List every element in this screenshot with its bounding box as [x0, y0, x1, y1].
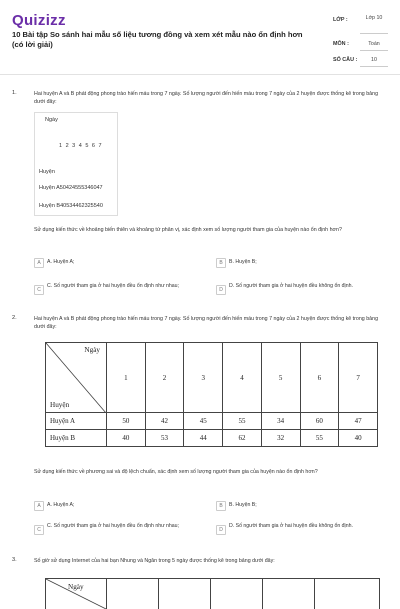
day-header: 4: [223, 343, 262, 413]
subject-value: Toán: [368, 41, 380, 47]
column-divider: [158, 579, 159, 609]
table-cell: 53: [145, 430, 184, 447]
worksheet-header: [0, 0, 400, 75]
table-row: [46, 430, 378, 447]
day-header: 6: [300, 343, 339, 413]
table-cell: 32: [261, 430, 300, 447]
option-text: A. Huyện A;: [47, 259, 75, 265]
day-header: 5: [261, 343, 300, 413]
question-prompt: Sử dụng kiến thức về phương sai và độ lệch chuẩn, xác định xem số lượng người tham gia của huyện nào ổn định hơn?: [34, 469, 318, 475]
question-2-data-table: [45, 342, 378, 447]
row-label: Huyện B: [46, 430, 107, 447]
option-letter-box: C: [34, 525, 44, 535]
day-header: 3: [184, 343, 223, 413]
quizizz-logo: Quizizz: [12, 12, 66, 29]
worksheet-title: 10 Bài tập So sánh hai mẫu số liệu tương đồng và xem xét mẫu nào ổn định hơn (có lời giải): [12, 30, 303, 49]
option-text: C. Số người tham gia ở hai huyện đều ổn định như nhau;: [47, 523, 179, 529]
table-cell: 34: [261, 413, 300, 430]
table-line: 1 2 3 4 5 6 7: [59, 143, 103, 149]
class-label: LỚP :: [333, 17, 348, 23]
option-text: B. Huyện B;: [229, 259, 257, 265]
question-3-data-table: [45, 578, 380, 609]
option-text: C. Số người tham gia ở hai huyện đều ổn định như nhau;: [47, 283, 179, 289]
row-label: Huyện A: [46, 413, 107, 430]
column-divider: [210, 579, 211, 609]
divider: [360, 66, 388, 67]
option-text: B. Huyện B;: [229, 502, 257, 508]
table-line: Huyện A50424555346047: [39, 185, 103, 191]
divider: [360, 50, 388, 51]
option-letter-box: B: [216, 258, 226, 268]
column-divider: [262, 579, 263, 609]
question-text: Số giờ sử dụng Internet của hai bạn Nhung và Ngân trong 5 ngày được thống kê trong bảng dưới đây:: [34, 558, 275, 564]
day-header: 1: [107, 343, 146, 413]
table-corner-cell: [46, 343, 107, 413]
table-cell: 42: [145, 413, 184, 430]
option-letter-box: D: [216, 525, 226, 535]
day-header: 2: [145, 343, 184, 413]
table-cell: 55: [223, 413, 262, 430]
option-letter-box: C: [34, 285, 44, 295]
option-letter-box: D: [216, 285, 226, 295]
question-prompt: Sử dụng kiến thức về khoảng biến thiên và khoảng tứ phân vị, xác định xem số lượng người tham gia của huyện nào ổn định hơn?: [34, 227, 342, 233]
question-text: Hai huyện A và B phát động phong trào hiến máu trong 7 ngày. Số lượng người đến hiến máu trong 7 ngày của 2 huyện được thống kê trong bảng dưới đây:: [34, 91, 379, 105]
table-corner-cell: [46, 579, 107, 609]
table-line: Huyện: [39, 169, 55, 175]
table-line: Huyện B40534462325540: [39, 203, 103, 209]
table-line: Ngày: [45, 117, 58, 123]
table-cell: 47: [339, 413, 378, 430]
table-cell: 60: [300, 413, 339, 430]
question-number: 3.: [12, 557, 17, 563]
question-number: 2.: [12, 315, 17, 321]
option-letter-box: A: [34, 258, 44, 268]
divider: [360, 33, 388, 34]
option-letter-box: A: [34, 501, 44, 511]
corner-top-label: Ngày: [84, 346, 100, 354]
table-cell: 50: [107, 413, 146, 430]
subject-label: MÔN :: [333, 41, 349, 47]
count-label: SỐ CÂU :: [333, 57, 358, 63]
corner-top-label: Ngày: [68, 583, 84, 591]
day-header: 7: [339, 343, 378, 413]
question-text: Hai huyện A và B phát động phong trào hiến máu trong 7 ngày. Số lượng người đến hiến máu trong 7 ngày của 2 huyện được thống kê trong bảng dưới đây:: [34, 316, 379, 330]
question-1-table-image: [34, 112, 118, 216]
table-cell: 40: [339, 430, 378, 447]
column-divider: [314, 579, 315, 609]
table-cell: 40: [107, 430, 146, 447]
table-cell: 44: [184, 430, 223, 447]
table-cell: 62: [223, 430, 262, 447]
class-value: Lớp 10: [365, 15, 383, 21]
table-cell: 55: [300, 430, 339, 447]
table-cell: 45: [184, 413, 223, 430]
corner-bottom-label: Huyện: [50, 401, 70, 409]
option-letter-box: B: [216, 501, 226, 511]
question-number: 1.: [12, 90, 17, 96]
option-text: A. Huyện A;: [47, 502, 75, 508]
option-text: D. Số người tham gia ở hai huyện đều không ổn định.: [229, 523, 353, 529]
table-row: [46, 413, 378, 430]
option-text: D. Số người tham gia ở hai huyện đều không ổn định.: [229, 283, 353, 289]
count-value: 10: [371, 57, 377, 63]
